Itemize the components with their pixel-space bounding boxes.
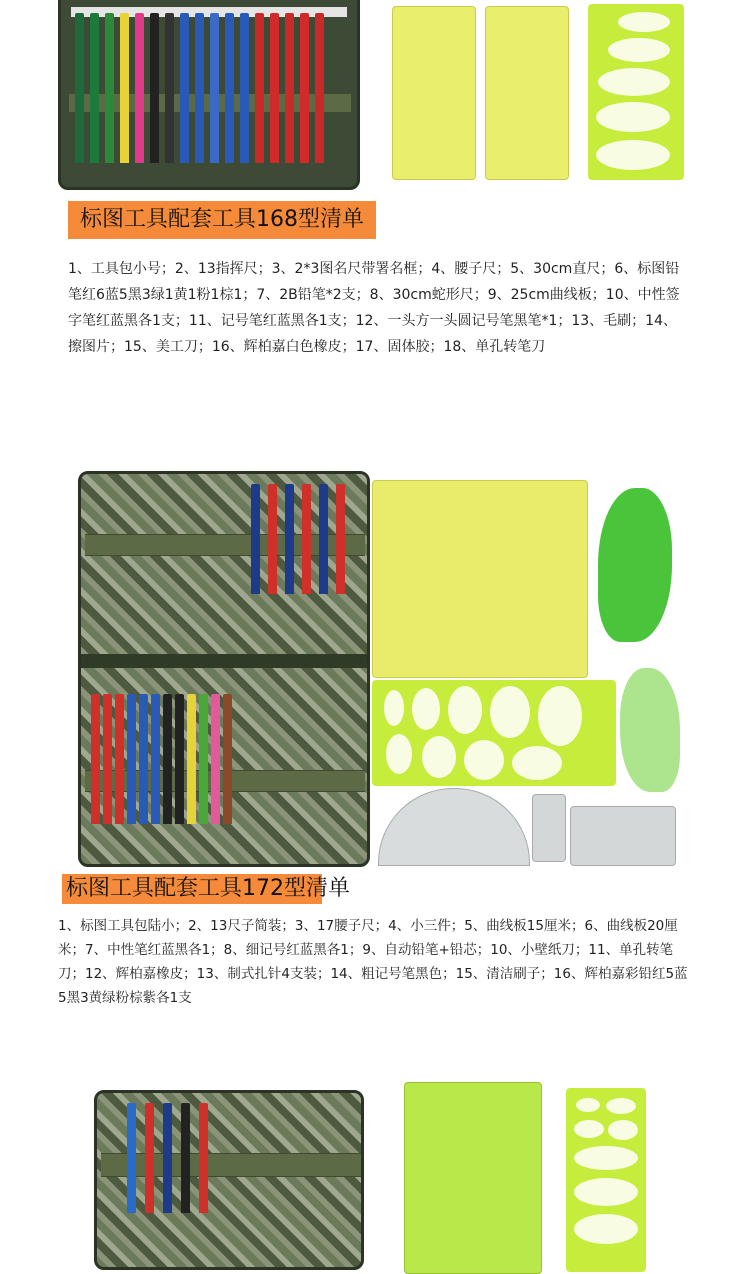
- pencil: [165, 13, 174, 163]
- section-1-title: 标图工具配套工具168型清单: [68, 201, 376, 239]
- pencil: [180, 13, 189, 163]
- oval-template-2: [372, 680, 616, 786]
- pencil: [151, 694, 160, 824]
- pencil: [211, 694, 220, 824]
- pencil: [225, 13, 234, 163]
- pencil: [105, 13, 114, 163]
- pencil: [150, 13, 159, 163]
- section-1-description: 1、工具包小号；2、13指挥尺；3、2*3图名尺带署名框；4、腰子尺；5、30cm直尺；6、标图铅笔红6蓝5黑3绿1黄1粉1棕1；7、2B铅笔*2支；8、30cm蛇形尺；9、25cm曲线板；10、中性签字笔红蓝黑各1支；11、记号笔红蓝黑各1支；12、一头方一头圆记号笔黑笔*1；13、毛刷；14、擦图片；15、美工刀；16、辉柏嘉白色橡皮；17、固体胶；18、单孔转笔刀: [68, 261, 680, 355]
- pencil: [302, 484, 311, 594]
- pencil: [187, 694, 196, 824]
- pencil: [336, 484, 345, 594]
- pencil: [139, 694, 148, 824]
- pencil: [285, 484, 294, 594]
- pencil: [195, 13, 204, 163]
- pencil: [163, 1103, 172, 1213]
- pencil: [199, 694, 208, 824]
- curve-template-2: [485, 6, 569, 180]
- section-2-title: 标图工具配套工具172型清单: [62, 874, 354, 904]
- symbol-template: [570, 806, 676, 866]
- pencil: [319, 484, 328, 594]
- curve-template-1: [392, 6, 476, 180]
- french-curve-2: [620, 668, 680, 792]
- pencil: [135, 13, 144, 163]
- pencil: [163, 694, 172, 824]
- pencil: [175, 694, 184, 824]
- pencil: [181, 1103, 190, 1213]
- pencil: [270, 13, 279, 163]
- pencil: [91, 694, 100, 824]
- pencil: [199, 1103, 208, 1213]
- pencil: [127, 1103, 136, 1213]
- section-2-description: 1、标图工具包陆小；2、13尺子简装；3、17腰子尺；4、小三件；5、曲线板15厘米；6、曲线板20厘米；7、中性笔红蓝黑各1；8、细记号红蓝黑各1；9、自动铅笔+铅芯；10、小壁纸刀；11、单孔转笔刀；12、辉柏嘉橡皮；13、制式扎针4支装；14、粗记号笔黑色；15、清洁刷子；16、辉柏嘉彩铅红5蓝5黑3黄绿粉棕紫各1支: [58, 918, 688, 1006]
- tool-case-photo-3: [94, 1090, 364, 1270]
- pencil: [90, 13, 99, 163]
- pencil: [223, 694, 232, 824]
- protractor: [378, 788, 530, 866]
- pencil: [315, 13, 324, 163]
- pencil: [251, 484, 260, 594]
- pencil: [145, 1103, 154, 1213]
- pencil: [300, 13, 309, 163]
- pencil: [120, 13, 129, 163]
- small-ruler: [532, 794, 566, 862]
- oval-template-3: [566, 1088, 646, 1272]
- pencil: [115, 694, 124, 824]
- pencil: [210, 13, 219, 163]
- pencil: [255, 13, 264, 163]
- pencil: [127, 694, 136, 824]
- pencil: [240, 13, 249, 163]
- tool-case-photo-1: [58, 0, 360, 190]
- pencil: [268, 484, 277, 594]
- curve-template-3: [372, 480, 588, 678]
- oval-template-1: [588, 4, 684, 180]
- tool-case-photo-2: [78, 471, 370, 867]
- french-curve-1: [598, 488, 672, 642]
- pencil: [103, 694, 112, 824]
- lettering-template: [404, 1082, 542, 1274]
- pencil: [75, 13, 84, 163]
- pencil: [285, 13, 294, 163]
